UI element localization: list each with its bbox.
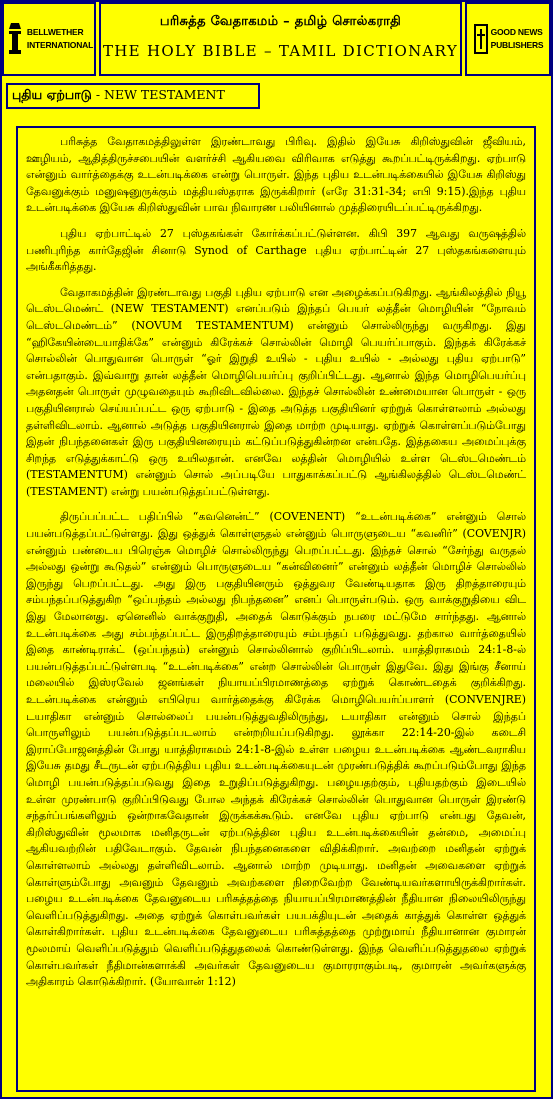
paragraph: திருப்பப்பட்ட பதிப்பில் “கவனென்ட்” (COVENENT) “உடன்படிக்கை” என்னும் சொல் பயன்படுத்தப்பட்டுள்ளது. இது ஒத்துக் கொள்ளுதல் என்னும் பொருளுடைய “கவனிர்” (COVENJR) என்னும் பண்டைய பிரெஞ்சு மொழிச் சொல்லிருந்து பெறப்பட்டது. இந்தச் சொல் “சேர்ந்து வருதல் அல்லது ஒன்று கூடுதல்” என்னும் பொருளுடைய “கன்வினைர்” என்னும் லத்தீன் மொழிச் சொல்லில் இருந்து பெறப்பட்டது. அது இரு பகுதியினரும் ஒத்துவர வேண்டியதாக இரு திறத்தாரையும் சம்பந்தப்படுத்துகிற “ஒப்பந்தம் அல்லது நிபந்தனை” எனப் பொருள்படும். ஒரு வாக்குறுதியை விட இது மேலானது. ஏனெனில் வாக்குறுதி, அதைக் கொடுக்கும் நபரை மட்டுமே சார்ந்தது. ஆனால் உடன்படிக்கை அது சம்பந்தப்பட்ட இருதிறத்தாரையும் சம்பந்தப் படுத்துவது. தற்கால வார்த்தையில் இதை காண்டிராக்ட் (ஒப்பந்தம்) என்னும் சொல்லினால் குறிப்பிடலாம். யாத்திராகமம் 24:1-8-ல் பயன்படுத்தப்பட்டுள்ளபடி “உடன்படிக்கை” என்ற சொல்லின் பொருள் இதுவே. இது இங்கு சீனாய் மலையில் இஸ்ரவேல் ஜனங்கள் நியாயப்பிரமாணத்தை ஏற்றுக் கொண்டதைக் குறிக்கிறது. உடன்படிக்கை என்னும் எபிரெய வார்த்தைக்கு கிரேக்க மொழிபெயர்ப்பாளர் (CONVENJRE) டயாதிகா என்னும் சொல்லைப் பயன்படுத்துவதிலிருந்து, டயாதிகா என்னும் சொல் இந்தப் பொருளிலும் பயன்படுத்தப்படலாம் என்றறியப்படுகிறது. லூக்கா 22:14-20-இல் கடைசி இராப்போஜனத்தின் போது யாத்திராகமம் 24:1-8-இல் உள்ள பழைய உடன்படிக்கை ஆண்டவராகிய இயேசு தமது சீடருடன் ஏற்படுத்திய புதிய உடன்படிக்கையுடன் முரண்படுத்திக் கூறப்படும்போது இந்த மொழி பயன்படுத்தப்படுவது இதை உறுதிப்படுத்துகிறது. பழையதற்கும், புதியதற்கும் இடையில் உள்ள முரண்பாடு குறிப்பிடுவது போல அந்தக் கிரேக்கச் சொல்லின் பொதுவான பொருள் இரண்டு சந்தர்ப்பங்களிலும் ஒன்றாகவேதான் இருக்கக்கூடும். எனவே புதிய ஏற்பாடு என்பது தேவன், கிறிஸ்துவின் மூலமாக மனிதருடன் ஏற்படுத்தின புதிய உடன்படிக்கையின் தன்மை, அமைப்பு ஆகியவற்றின் பதிவேடாகும். தேவன் நிபந்தனைகளை விதிக்கிறார். அவற்றை மனிதன் ஏற்றுக் கொள்ளலாம் அல்லது தள்ளிவிடலாம். ஆனால் மாற்ற முடியாது. மனிதன் அவைகளை ஏற்றுக் கொள்ளும்போது அவனும் தேவனும் அவற்களை நிறைவேற்ற வேண்டியவர்களாயிருக்கிறார்கள். பழைய உடன்படிக்கை தேவனுடைய பரிசுத்தத்தை நியாயப்பிரமாணத்தின் நீதியான நிலையிலிருந்து வெளிப்படுத்துகிறது. அதை ஏற்றுக் கொள்பவர்கள் பயபக்தியுடன் அதைக் காத்துக் கொள்ள ஒத்துக் கொள்கிறார்கள். புதிய உடன்படிக்கை தேவனுடைய பரிசுத்தத்தை முற்றுமாய் நீதியானான குமாரன் மூலமாய் வெளிப்படுத்தும் வெளிப்படுத்துதலைக் கொண்டுள்ளது. இந்த வெளிப்படுத்துதலை ஏற்றுக் கொள்பவர்கள் நீதிமான்களாக்கி அவர்கள் தேவனுடைய குமாரராகும்படி, குமாரன் அவர்களுக்கு அதிகாரம் கொடுக்கிறார். (யோவான் 1:12) (26, 510, 526, 989)
bellwether-logo-text (27, 26, 93, 52)
paragraph: பரிசுத்த வேதாகமத்திலுள்ள இரண்டாவது பிரிவு. இதில் இயேசு கிறிஸ்துவின் ஜீவியம், ஊழியம், ஆதித்திருச்சபையின் வளர்ச்சி ஆகியவை விரிவாக எடுத்து கூறப்பட்டிருக்கிறது. ஏற்பாடு என்னும் வார்த்தைக்கு உடன்படிக்கை என்று பொருள். இந்த புதிய உடன்படிக்கையில் இயேசு கிறிஸ்து தேவனுக்கும் மனுஷனுருக்கும் மத்தியஸ்தராக இருக்கிறார் (எரே 31:31-34; எபி 9:15).இந்த புதிய உடன்படிக்கை இயேசு கிறிஸ்துவின் பாவ நிவாரண பலியினால் முத்திரையிடப்பட்டிருக்கிறது. (26, 135, 526, 215)
logo-line: INTERNATIONAL (26, 40, 94, 50)
section-title (6, 83, 260, 109)
logo-line: BELLWETHER (26, 27, 84, 37)
title-tamil: பரிசுத்த வேதாகமம் – தமிழ் சொல்கராதி (159, 14, 402, 29)
title-box (99, 2, 462, 76)
paragraph: வேதாகமத்தின் இரண்டாவது பகுதி புதிய ஏற்பாடு என அழைக்கப்படுகிறது. ஆங்கிலத்தில் நியூ டெஸ்டமெண்ட் (NEW TESTAMENT) எனப்படும் இந்தப் பெயர் லத்தீன் மொழியின் “நோவம் டெஸ்டமெண்டம்” (NOVUM TESTAMENTUM) என்னும் சொல்லிருந்து வருகிறது. இது “ஹிகேயின்டையாதிக்கே” என்னும் கிரேக்கச் சொல்லின் மொழி பெயர்ப்பாகும். இந்தக் கிரேக்கச் சொல்லின் பொதுவான பொருள் “ஓர் இறுதி உயில் - புதிய உயில் - அல்லது புதிய ஏற்பாடு” என்பதாகும். இவ்வாறு தான் லத்தீன் மொழிபெயர்ப்பு குறிப்பிட்டது. ஆனால் இந்த மொழிபெயர்ப்பு அதனதன் பொருள் முழுவதையும் கூறிவிடவில்லை. இந்தச் சொல்லின் உண்மையான பொருள் - ஒரு பகுதியினரால் செய்யப்பட்ட ஒரு ஏற்பாடு - இதை அடுத்த பகுதியினர் ஏற்றுக் கொள்ளலாம் அல்லது தள்ளிவிடலாம். ஆனால் அடுத்த பகுதியினரால் இதை மாற்ற முடியாது. ஏற்றுக் கொள்ளப்படும்போது இதன் நிபந்தனைகள் இரு பகுதியினரையும் கட்டுப்படுத்துகின்றன என்பதே. இத்தகைய அமைப்புக்கு சிறந்த எடுத்துக்காட்டு ஒரு உயிலதான். எனவே லத்தின் மொழியில் உள்ள டெஸ்டமெண்டம் (TESTAMENTUM) என்னும் சொல் அப்படியே பாதுகாக்கப்பட்டு ஆங்கிலத்தில் டெஸ்டமெண்ட் (TESTAMENT) என்று பயன்படுத்தப்பட்டுள்ளது. (26, 285, 526, 498)
logo-line: GOOD NEWS (490, 27, 543, 37)
article-body (16, 126, 536, 1092)
logo-line: PUBLISHERS (490, 40, 544, 50)
section-title-english: - NEW TESTAMENT (91, 87, 225, 102)
paragraph: புதிய ஏற்பாட்டில் 27 புஸ்தகங்கள் கோர்க்கப்பட்டுள்ளன. கிபி 397 ஆவது வருஷத்தில் பணிபுரிந்த கார்தேஜின் சினாடு Synod of Carthage புதிய ஏற்பாட்டின் 27 புஸ்தகங்களையும் அங்கீகரித்தது. (26, 226, 526, 274)
header (2, 2, 551, 78)
section-title-tamil: புதிய ஏற்பாடு (12, 87, 92, 102)
bellwether-ram-icon (5, 19, 25, 59)
good-news-logo-text (491, 26, 544, 52)
good-news-logo[interactable] (465, 2, 551, 76)
title-english: THE HOLY BIBLE – TAMIL DICTIONARY (102, 42, 459, 60)
good-news-book-icon (473, 19, 489, 59)
bellwether-logo[interactable] (2, 2, 96, 76)
